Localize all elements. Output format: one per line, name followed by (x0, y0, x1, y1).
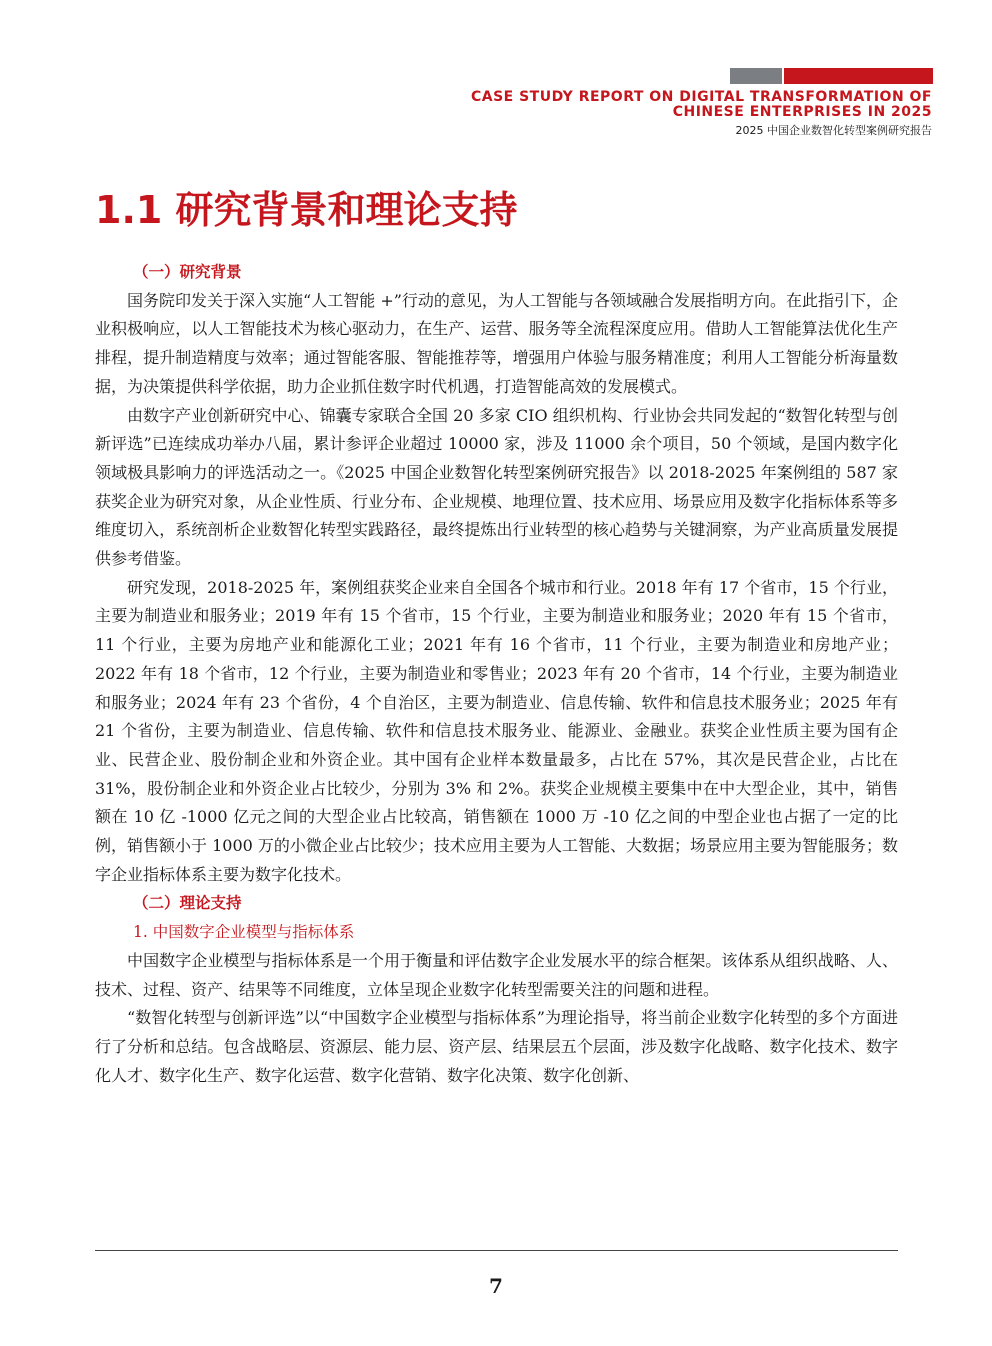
paragraph: “数智化转型与创新评选”以“中国数字企业模型与指标体系”为理论指导，将当前企业数字化转型的多个方面进行了分析和总结。包含战略层、资源层、能力层、资产层、结果层五个层面，涉及数字化战略、数字化技术、数字化人才、数字化生产、数字化运营、数字化营销、数字化决策、数字化创新、 (95, 1008, 898, 1085)
header-grey-bar (730, 68, 782, 84)
body-content (95, 258, 898, 1090)
paragraph: 中国数字企业模型与指标体系是一个用于衡量和评估数字企业发展水平的综合框架。该体系从组织战略、人、技术、过程、资产、结果等不同维度，立体呈现企业数字化转型需要关注的问题和进程。 (95, 950, 898, 999)
page-number: 7 (489, 1274, 503, 1298)
paragraph: 由数字产业创新研究中心、锦囊专家联合全国 20 多家 CIO 组织机构、行业协会共同发起的“数智化转型与创新评选”已连续成功举办八届，累计参评企业超过 10000 家，涉及 11000 余个项目，50 个领域，是国内数字化领域极具影响力的评选活动之一。《2025 中国企业数智化转型案例研究报告》以 2018-2025 年案例组的 587 家获奖企业为研究对象，从企业性质、行业分布、企业规模、地理位置、技术应用、场景应用及数字化指标体系等多维度切入，系统剖析企业数智化转型实践路径，最终提炼出行业转型的核心趋势与关键洞察，为产业高质量发展提供参考借鉴。 (95, 405, 898, 569)
paragraph: 国务院印发关于深入实施“人工智能 +”行动的意见，为人工智能与各领域融合发展指明方向。在此指引下，企业积极响应，以人工智能技术为核心驱动力，在生产、运营、服务等全流程深度应用。借助人工智能算法优化生产排程，提升制造精度与效率；通过智能客服、智能推荐等，增强用户体验与服务精准度；利用人工智能分析海量数据，为决策提供科学依据，助力企业抓住数字时代机遇，打造智能高效的发展模式。 (95, 290, 898, 396)
footer-divider (95, 1250, 898, 1251)
section-title: 1.1 研究背景和理论支持 (95, 188, 518, 232)
header-english-line2: CHINESE ENTERPRISES IN 2025 (672, 104, 932, 120)
item-heading: 1. 中国数字企业模型与指标体系 (133, 923, 355, 942)
paragraph: 研究发现，2018-2025 年，案例组获奖企业来自全国各个城市和行业。2018 年有 17 个省市，15 个行业，主要为制造业和服务业；2019 年有 15 个省市，15 个行业，主要为制造业和服务业；2020 年有 15 个省市，11 个行业，主要为房地产业和能源化工业；2021 年有 16 个省市，11 个行业，主要为制造业和房地产业；2022 年有 18 个省市，12 个行业，主要为制造业和零售业；2023 年有 20 个省市，14 个行业，主要为制造业和服务业；2024 年有 23 个省份，4 个自治区，主要为制造业、信息传输、软件和信息技术服务业；2025 年有 21 个省份，主要为制造业、信息传输、软件和信息技术服务业、能源业、金融业。获奖企业性质主要为国有企业、民营企业、股份制企业和外资企业。其中国有企业样本数量最多，占比在 57%，其次是民营企业，占比在 31%，股份制企业和外资企业占比较少，分别为 3% 和 2%。获奖企业规模主要集中在中大型企业，其中，销售额在 10 亿 -1000 亿元之间的大型企业占比较高，销售额在 1000 万 -10 亿之间的中型企业也占据了一定的比例，销售额小于 1000 万的小微企业占比较少；技术应用主要为人工智能、大数据；场景应用主要为智能服务；数字企业指标体系主要为数字化技术。 (95, 577, 898, 884)
subsection-heading-theory: （二）理论支持 (133, 894, 242, 913)
header-english-title (332, 90, 932, 120)
header-english-line1: CASE STUDY REPORT ON DIGITAL TRANSFORMATION OF (470, 89, 932, 105)
header-red-bar (784, 68, 933, 84)
subsection-heading-background: （一）研究背景 (133, 263, 242, 281)
header-chinese-title: 2025 中国企业数智化转型案例研究报告 (735, 124, 932, 137)
